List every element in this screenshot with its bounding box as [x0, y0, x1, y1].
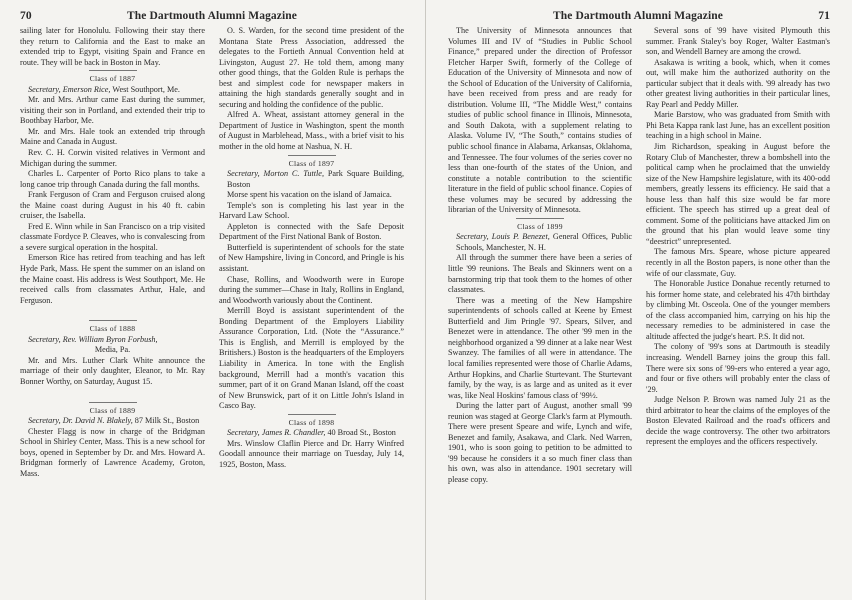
- right-page-number: 71: [818, 10, 830, 22]
- paragraph: Marie Barstow, who was graduated from Smith with Phi Beta Kappa rank last June, has an excellent position teaching in a high school in Maine.: [646, 110, 830, 141]
- paragraph: There was a meeting of the New Hampshire superintendents of schools called at Keene by Ernest Butterfield and Jim Pringle '97. Spears, Silver, and Benezet were in attendance. The other '99 men in the neighborhood organized a '99 dinner at a lake near West Swanzey. The families of all were in attendance. The local families represented were those of Charlie Adams, Arthur Hopkins, and Charlie Sturtevant. The Sturtevant family, by the way, is as large and as united as it ever was, like Neal Hoskins' famous class of '99½.: [448, 295, 632, 400]
- class-heading-1887: Class of 1887: [20, 68, 205, 85]
- right-column-2: [646, 26, 830, 586]
- secretary-address: Media, Pa.: [94, 345, 131, 355]
- secretary-line-1888: [20, 335, 205, 346]
- class-heading-1898: Class of 1898: [219, 412, 404, 429]
- right-running-header: [446, 10, 830, 26]
- paragraph: Judge Nelson P. Brown was named July 21 as the third arbitrator to hear the claims of the employes of the Boston Elevated Railroad and the road's officers and decide the wage controversy. The other two arbitrators represent the employes and the officers respectively.: [646, 395, 830, 447]
- secretary-address: 87 Milk St., Boston: [134, 416, 200, 426]
- paragraph: Alfred A. Wheat, assistant attorney general in the Department of Justice in Washington, spent the month of August in Marblehead, Mass., with a brief visit to his mother in the old home at Nashua, N. H.: [219, 110, 404, 152]
- secretary-address: General Offices, Public Schools, Manchester, N. H.: [456, 232, 633, 252]
- right-page: [426, 0, 852, 600]
- paragraph: Rev. C. H. Corwin visited relatives in Vermont and Michigan during the summer.: [20, 148, 205, 168]
- secretary-address: 40 Broad St., Boston: [327, 428, 396, 438]
- class-heading-1888: Class of 1888: [20, 318, 205, 335]
- paragraph: Mr. and Mrs. Arthur came East during the summer, visiting their son in Portland, and extended their trip to Boothbay Harbor, Me.: [20, 95, 205, 126]
- paragraph: Temple's son is completing his last year in the Harvard Law School.: [219, 200, 404, 221]
- secretary-name: Secretary, James R. Chandler,: [227, 428, 326, 438]
- paragraph: The colony of '99's sons at Dartmouth is steadily increasing. Wendell Barney joins the group this fall. There were six sons of '99-ers who entered a year ago, and four or five others will probably enter the class of '29.: [646, 342, 830, 394]
- paragraph: Morse spent his vacation on the island of Jamaica.: [227, 190, 392, 200]
- class-heading-1889: Class of 1889: [20, 400, 205, 417]
- paragraph: All through the summer there have been a series of little '99 reunions. The Beals and Skinners went on a barnstorming trip that took them to the homes of other classmates.: [448, 253, 632, 295]
- left-header-title: The Dartmouth Alumni Magazine: [127, 10, 297, 22]
- left-column-2: [219, 26, 404, 586]
- paragraph: Frank Ferguson of Cram and Ferguson cruised along the Maine coast during August in his 40 ft. cabin cruiser, the Isabella.: [20, 190, 205, 221]
- paragraph: Mrs. Winslow Claflin Pierce and Dr. Harry Winfred Goodall announce their marriage on Tuesday, July 14, 1925, Boston, Mass.: [219, 438, 404, 469]
- secretary-line-1887: [20, 85, 205, 96]
- paragraph: Mr. and Mrs. Luther Clark White announce the marriage of their only daughter, Eleanor, to Mr. Ray Bonner Worthy, on Saturday, August 15.: [20, 355, 205, 386]
- secretary-address: Park Square Building, Boston: [227, 169, 405, 189]
- left-column-1: [20, 26, 205, 586]
- paragraph: Fred E. Winn while in San Francisco on a trip visited classmate Fordyce P. Cleaves, who is convalescing from a severe surgical operation in the hospital.: [20, 221, 205, 252]
- paragraph: The University of Minnesota announces that Volumes III and IV of “Studies in Public School Finance,” prepared under the direction of Professor Fletcher Harper Swift, formerly of the College of Education of the University of Minnesota and now of the School of Education of the University of California, have been received from press and are ready for distribution. Volume III, “The Middle West,” contains studies of public school finance in Illinois, Minnesota, and South Dakota, with a supplement relating to Alaska. Volume IV, “The South,” contains studies of public school finance in Alabama, Arkansas, Oklahoma, and Tennessee. The four volumes of the series cover no less than one-fourth of the states of the Union, and constitute a notable contribution to the scientific literature in the field of public school finance. Copies of these volumes may be secured by addressing the librarian of the University of Minnesota.: [448, 26, 632, 215]
- paragraph: Jim Richardson, speaking in August before the Rotary Club of Manchester, threw a bombshell into the political camp when he proclaimed that the unwieldy size of the New Hampshire legislature, with its 400-odd members, greatly lessens its efficiency. He said that a house less than half this size would be far more efficient. The speech has stirred up a great deal of comment. Some of the politicians have attacked Jim on the ground that his plan would leave some tiny “deestrict” unrepresented.: [646, 142, 830, 246]
- secretary-name: Secretary, Rev. William Byron Forbush,: [28, 334, 158, 344]
- paragraph: Merrill Boyd is assistant superintendent of the Bonding Department of the Employers Liability Assurance Corporation, Ltd. (Note the “Assurance.” This is English, and Merrill is employed by the Britishers.) Boston is the headquarters of the Employers Liability in America. In tone with the English background, Merrill had a month's vacation this summer, part of it on Grand Manan Island, off the coast of New Brunswick, part of it on Little John's Island in Casco Bay.: [219, 306, 404, 411]
- paragraph: During the latter part of August, another small '99 reunion was staged at George Clark's farm at Plymouth. There were present Speare and wife, Lynch and wife, Benezet and family, Asakawa, and Clark. Ned Warren, 1901, who is soon going to petition to be admitted to '99 because he considers it a so much finer class than his own, was also in attendance. 1901 secretary will please copy.: [448, 401, 632, 484]
- paragraph: Asakawa is writing a book, which, when it comes out, will make him the authorized authority on the particular subject that it deals with. '99 already has two other greatest living authorities in their particular lines, Ray Pearl and Peddy Miller.: [646, 57, 830, 109]
- paragraph: The Honorable Justice Donahue recently returned to his former home state, and celebrated his 47th birthday by climbing Mt. Osceola. One of the younger members of the class accompanied him, carrying on his hip the necessary remedies to be administered in case the altitude affected the judge's heart. P.S. It did not.: [646, 279, 830, 341]
- class-heading-1897: Class of 1897: [219, 153, 404, 170]
- paragraph: sailing later for Honolulu. Following their stay there they return to California and the East to make an extended trip to Egypt, visiting Spain and France en route. They will be back in Boston in May.: [20, 26, 205, 67]
- left-running-header: [20, 10, 404, 26]
- paragraph: O. S. Warden, for the second time president of the Montana State Press Association, addressed the delegates to the Fortieth Annual Convention held at Livingston, August 27. He told them, among many other good things, that the Golden Rule is perhaps the best and simplest code for newspaper makers in attaining the high standards generally sought and in securing and holding the confidence of the public.: [219, 26, 404, 109]
- paragraph: Chase, Rollins, and Woodworth were in Europe during the summer—Chase in Italy, Rollins in England, and Woodworth variously about the Continent.: [219, 274, 404, 305]
- secretary-name: Secretary, Morton C. Tuttle,: [227, 169, 324, 179]
- paragraph: Butterfield is superintendent of schools for the state of New Hampshire, living in Concord, and Pringle is his assistant.: [219, 242, 404, 274]
- secretary-address: West Southport, Me.: [112, 84, 180, 94]
- right-column-1: [448, 26, 632, 586]
- class-heading-1899: Class of 1899: [448, 216, 632, 233]
- paragraph: Several sons of '99 have visited Plymouth this summer. Frank Staley's boy Roger, Walter Eastman's son, and Wendell Barney are among the crowd.: [646, 26, 830, 57]
- paragraph: Emerson Rice has retired from teaching and has left Hyde Park, Mass. He spent the summer on an island on the Maine coast. His address is West Southport, Me. He received calls from classmates Arthur, Hale, and Ferguson.: [20, 253, 205, 305]
- paragraph: Chester Flagg is now in charge of the Bridgman School in Shirley Center, Mass. This is a new school for boys, opened in September by Dr. and Mrs. Howard A. Bridgman formerly of Lawrence Academy, Groton, Mass.: [20, 426, 205, 478]
- paragraph: The famous Mrs. Speare, whose picture appeared recently in all the Boston papers, is none other than the wife of our classmate, Guy.: [646, 247, 830, 278]
- paragraph: Mr. and Mrs. Hale took an extended trip through Maine and Canada in August.: [20, 126, 205, 147]
- secretary-name: Secretary, Emerson Rice,: [28, 84, 111, 94]
- paragraph: Charles L. Carpenter of Porto Rico plans to take a long canoe trip through Canada during the fall months.: [20, 169, 205, 189]
- secretary-line-1898: [219, 428, 404, 439]
- paragraph: Appleton is connected with the Safe Deposit Department of the First National Bank of Boston.: [219, 221, 404, 242]
- secretary-name: Secretary, Dr. David N. Blakely,: [28, 416, 133, 426]
- left-page-number: 70: [20, 10, 32, 22]
- secretary-line-1897: [219, 169, 404, 190]
- secretary-name: Secretary, Louis P. Benezet,: [456, 232, 550, 242]
- right-header-title: The Dartmouth Alumni Magazine: [553, 10, 723, 22]
- secretary-line-1899: [448, 232, 632, 253]
- secretary-line-1889: [20, 416, 205, 427]
